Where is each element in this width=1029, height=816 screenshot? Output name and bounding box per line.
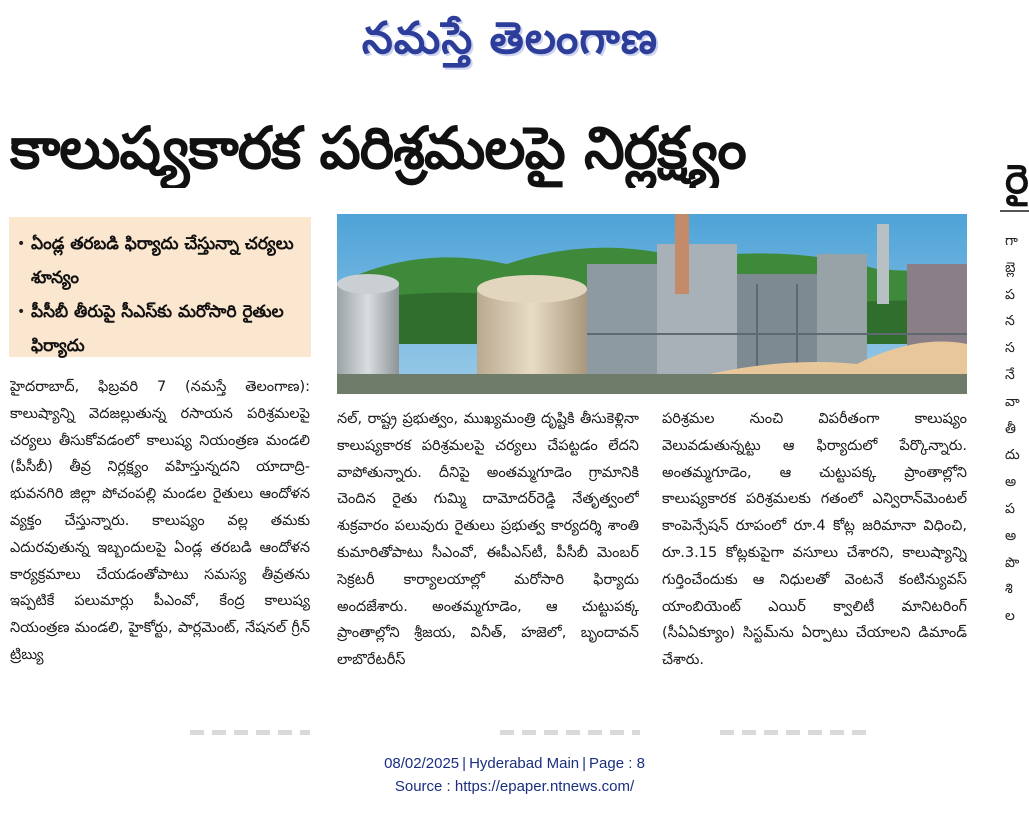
- epaper-footer: [0, 752, 1029, 798]
- clipping-edge: [190, 730, 310, 735]
- article-column-2: నల్, రాష్ట్ర ప్రభుత్వం, ముఖ్యమంత్రి దృష్టికి తీసుకెళ్లినా కాలుష్యకారక పరిశ్రమలపై చర్యలు చేపట్టడం లేదని వాపోతున్నారు. దీనిపై అంతమ్మగూడెం గ్రామానికి చెందిన రైతు గుమ్మి దామోదర్‌రెడ్డి నేతృత్వంలో శుక్రవారం పలువురు రైతులు ప్రభుత్వ కార్యదర్శి శాంతి కుమారితోపాటు సీఎంవో, ఈపీఎస్‌టీ, పీసీబీ మెంబర్ సెక్రటరీ కార్యాలయాల్లో మరోసారి ఫిర్యాదు అందజేశారు. అంతమ్మగూడెం, ఆ చుట్టుపక్క ప్రాంతాల్లోని శ్రీజయ, వినీత్, హజెలో, బృందావన్ లాబొరేటరీస్: [337, 411, 639, 669]
- highlight-item: [9, 227, 311, 295]
- adjacent-line: శి: [1005, 581, 1013, 598]
- adjacent-line: ల: [1005, 608, 1015, 625]
- highlight-text: పీసీబీ తీరుపై సీఎస్‌కు మరోసారి రైతుల ఫిర్యాదు: [31, 302, 284, 356]
- column-divider: [1000, 210, 1029, 212]
- highlight-item: [9, 295, 311, 363]
- article-column-3: పరిశ్రమల నుంచి విపరీతంగా కాలుష్యం వెలువడుతున్నట్టు ఆ ఫిర్యాదులో పేర్కొన్నారు. అంతమ్మగూడెం, ఆ చుట్టుపక్క ప్రాంతాల్లోని కాలుష్యకారక పరిశ్రమలకు గతంలో ఎన్విరాన్‌మెంటల్ కాంపెన్సేషన్ రూపంలో రూ.4 కోట్ల జరిమానా విధించి, రూ.3.15 కోట్లకుపైగా వసూలు చేశారని, కాలుష్యాన్ని గుర్తించేందుకు ఆ నిధులతో వెంటనే కంటిన్యువస్ యాంబియెంట్ ఎయిర్ క్వాలిటీ మానిటరింగ్ (సీఏఏక్యూం) సిస్టమ్‌ను ఏర్పాటు చేయాలని డిమాండ్ చేశారు.: [662, 411, 967, 669]
- highlight-text: ఏండ్ల తరబడి ఫిర్యాదు చేస్తున్నా చర్యలు శూన్యం: [31, 234, 294, 288]
- adjacent-line: న: [1005, 313, 1015, 330]
- factory-image: [337, 214, 967, 394]
- adjacent-article-strip: [1005, 150, 1029, 710]
- adjacent-line: ప: [1005, 500, 1015, 517]
- adjacent-line: అ: [1005, 474, 1017, 491]
- adjacent-line: ప: [1005, 286, 1015, 303]
- article-column-1: హైదరాబాద్, ఫిబ్రవరి 7 (నమస్తే తెలంగాణ): కాలుష్యాన్ని వెదజల్లుతున్న రసాయన పరిశ్రమలపై చర్యలు తీసుకోవడంలో కాలుష్య నియంత్రణ మండలి (పీసీబీ) తీవ్ర నిర్లక్ష్యం వహిస్తున్నదని యాదాద్రి-భువనగిరి జిల్లా పోచంపల్లి మండల రైతులు ఆందోళన వ్యక్తం చేస్తున్నారు. కాలుష్యం వల్ల తమకు ఎదురవుతున్న ఇబ్బందులపై ఏండ్ల తరబడి ఆందోళన కార్యక్రమాలు చేయడంతోపాటు సమస్య తీవ్రతను ఇప్పటికే పలుమార్లు పీఎంవో, కేంద్ర కాలుష్య నియంత్రణ మండలి, హైకోర్టు, పార్లమెంట్, నేషనల్ గ్రీన్ ట్రిబ్యు: [10, 379, 310, 663]
- clipping-edge: [500, 730, 640, 735]
- adjacent-line: బ్లె: [1005, 259, 1016, 276]
- newspaper-masthead: నమస్తే తెలంగాణ: [361, 13, 659, 64]
- footer-meta: 08/02/2025 | Hyderabad Main | Page : 8: [384, 755, 645, 772]
- adjacent-line: నే: [1005, 366, 1015, 383]
- adjacent-line: గా: [1005, 233, 1018, 249]
- adjacent-line: దు: [1005, 447, 1020, 464]
- adjacent-line: స: [1005, 340, 1015, 357]
- industrial-plant-photo: [337, 214, 967, 394]
- adjacent-article-headline: రై: [1005, 157, 1029, 203]
- highlights-box: [9, 217, 311, 357]
- clipping-edge: [720, 730, 870, 735]
- bullet-icon: •: [17, 304, 26, 320]
- footer-page: Page : 8: [589, 755, 645, 772]
- adjacent-line: పొ: [1005, 554, 1020, 571]
- footer-source: Source : https://epaper.ntnews.com/: [394, 778, 635, 795]
- footer-edition: Hyderabad Main: [469, 755, 580, 772]
- adjacent-line: వా: [1005, 393, 1020, 410]
- article-headline: కాలుష్యకారక పరిశ్రమలపై నిర్లక్ష్యం: [10, 114, 746, 182]
- bullet-icon: •: [17, 236, 26, 252]
- adjacent-line: తీ: [1005, 420, 1016, 437]
- footer-date: 08/02/2025: [384, 755, 460, 772]
- adjacent-line: అ: [1005, 527, 1017, 544]
